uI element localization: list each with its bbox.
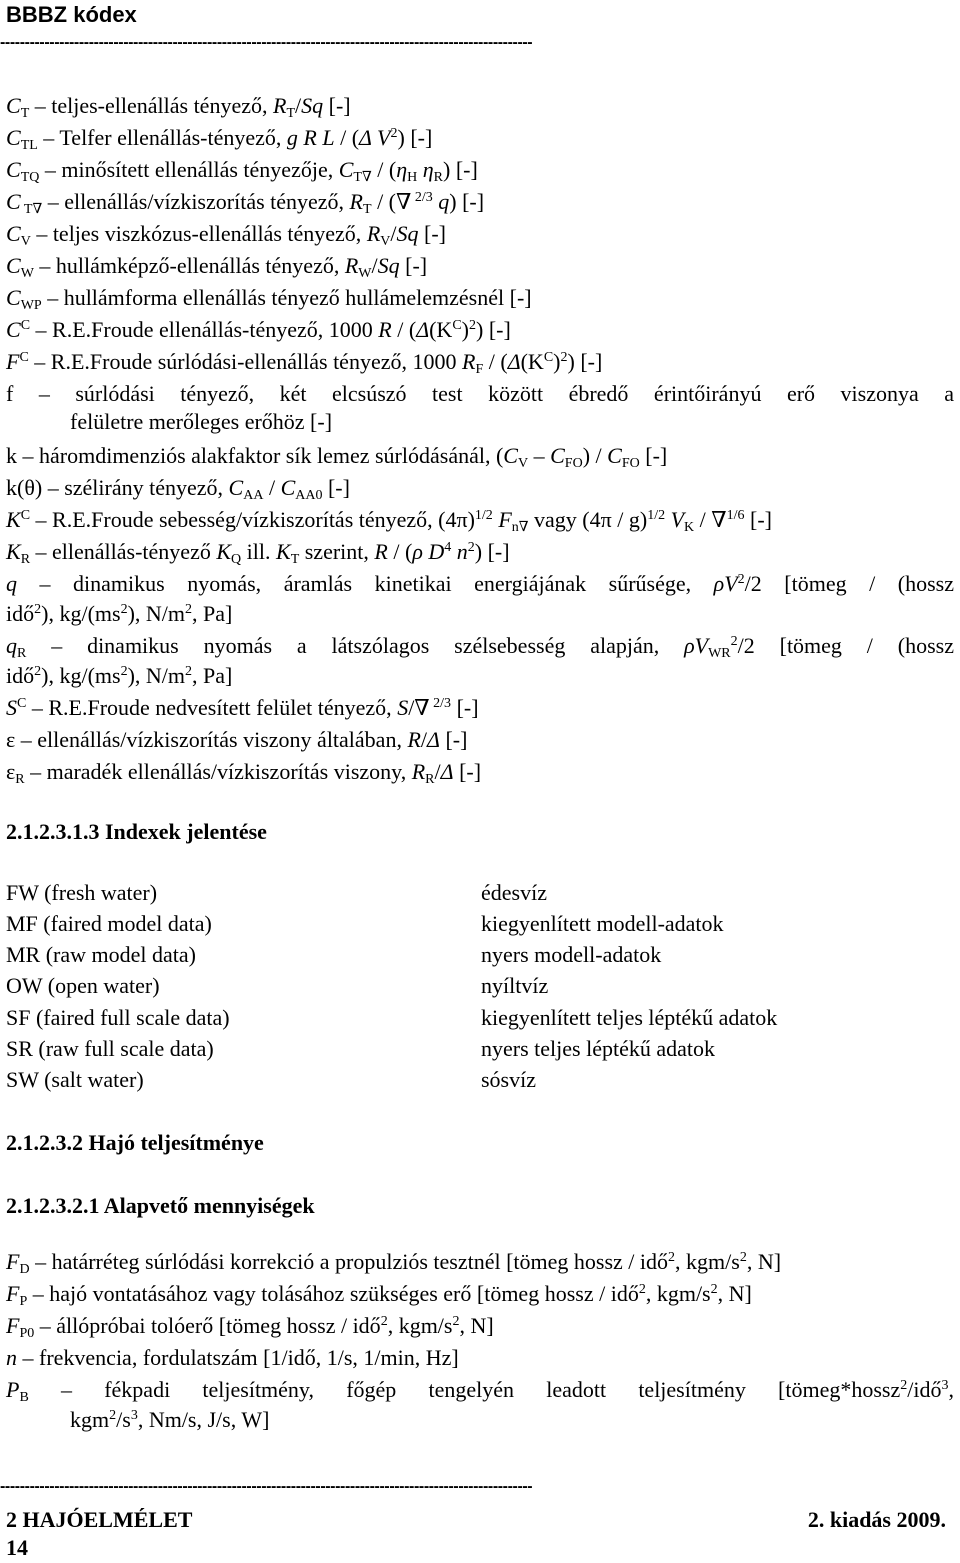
symbol-q-continued: idő$^2$), $kg/(ms^2)$, $N/m^2$, Pa] [6,601,233,626]
symbol-q: q – dinamikus nyomás, áramlás kinetikai energiájának sűrűsége, $\rho V^2/2$ [tömeg / (hossz [6,571,954,596]
footer [6,1507,946,1533]
page-number: 14 [6,1535,28,1560]
symbol-epsilon-r: $\varepsilon_R$ – maradék ellenállás/vízkiszorítás viszony, $R_R/\Delta$ [-] [6,759,482,787]
index-en: MR (raw model data) [6,942,196,967]
symbol-pb: $P_B$ – fékpadi teljesítmény, főgép tengelyén leadott teljesítmény [tömeg*hossz$^2$/idő$^3$, [6,1377,954,1405]
symbol-fp0: $F_{P0}$ – állópróbai tolóerő [tömeg hossz / idő$^2$, kgm/$s^2$, N] [6,1313,494,1341]
symbol-f: f – súrlódási tényező, két elcsúszó test között ébredő érintőirányú erő viszonya a [6,381,954,406]
index-en: SR (raw full scale data) [6,1036,214,1061]
header-rule: ------------------------------------------------------------------------------------------------------------ [0,34,533,51]
index-hu: nyers modell-adatok [481,942,662,967]
symbol-fp: $F_P$ – hajó vontatásához vagy tolásához szükséges erő [tömeg hossz / idő$^2$, kgm/$s^2$, N] [6,1281,752,1309]
symbol-epsilon: ε – ellenállás/vízkiszorítás viszony általában, R/Δ [-] [6,727,468,752]
index-hu: kiegyenlített modell-adatok [481,911,724,936]
symbol-cw: $C_W$ – hullámképző-ellenállás tényező, $R_W/Sq$ [-] [6,253,428,281]
index-hu: édesvíz [481,880,547,905]
symbol-kr: $K_R$ – ellenállás-tényező $K_Q$ ill. $K_T$ szerint, R / (ρ $D^4$ $n^2$) [-] [6,539,510,567]
index-hu: nyers teljes léptékű adatok [481,1036,715,1061]
section-heading-performance: 2.1.2.3.2 Hajó teljesítménye [6,1130,264,1155]
symbol-ctnabla: C $_{T\nabla}$ – ellenállás/vízkiszorítás tényező, $R_T$ / (∇ $^{2/3}$ q) [-] [6,189,485,217]
footer-chapter: 2 HAJÓELMÉLET [6,1507,193,1532]
symbol-k-theta: k(θ) – szélirány tényező, $C_{AA} / C_{AA0}$ [-] [6,475,350,503]
section-heading-indexes: 2.1.2.3.1.3 Indexek jelentése [6,819,267,844]
symbol-ctl: $C_{TL}$ – Telfer ellenállás-tényező, g R L / (Δ $V^2$) [-] [6,125,433,153]
symbol-n: n – frekvencia, fordulatszám [1/idő, 1/s, 1/min, Hz] [6,1345,459,1370]
symbol-qr-continued: idő$^2$), $kg/(ms^2)$, $N/m^2$, Pa] [6,663,233,688]
symbol-k: k – háromdimenziós alakfaktor sík lemez súrlódásánál, $(C_V - C_{FO}) / C_{FO}$ [-] [6,443,668,471]
footer-edition: 2. kiadás 2009. [807,1507,946,1532]
symbol-ctq: $C_{TQ}$ – minősített ellenállás tényezője, $C_{T\nabla} / (\eta_H$ $\eta_R$) [-] [6,157,478,185]
footer-rule: ------------------------------------------------------------------------------------------------------------ [0,1478,533,1495]
symbol-cc: $C^C$ – R.E.Froude ellenállás-tényező, 1000 R / $(\Delta(K^C)^2)$ [-] [6,317,511,342]
symbol-qr: $q_R$ – dinamikus nyomás a látszólagos szélsebesség alapján, $\rho V_{WR}^2/2$ [tömeg / (hossz [6,633,954,661]
symbol-f-continued: felületre merőleges erőhöz [-] [70,409,333,434]
index-en: SW (salt water) [6,1067,144,1092]
symbol-fd: $F_D$ – határréteg súrlódási korrekció a propulziós tesztnél [tömeg hossz / idő$^2$, kgm/$s^2$, N] [6,1249,782,1277]
symbol-kc: $K^C$ – R.E.Froude sebesség/vízkiszorítás tényező, $(4\pi)^{1/2}$ $F_{n\nabla}$ vagy (4π / g)$^{1/2}$ $V_K / \nabla^{1/6}$ [-] [6,507,773,535]
symbol-pb-continued: $kgm^2/s^3$, Nm/s, J/s, W] [70,1407,270,1432]
index-en: SF (faired full scale data) [6,1005,230,1030]
document-header-title: BBBZ kódex [6,2,137,27]
index-hu: sósvíz [481,1067,536,1092]
symbol-cv: $C_V$ – teljes viszkózus-ellenállás tényező, $R_V/Sq$ [-] [6,221,446,249]
index-en: FW (fresh water) [6,880,158,905]
symbol-ct: $C_T$ – teljes-ellenállás tényező, $R_T/Sq$ [-] [6,93,351,121]
symbol-sc: $S^C$ – R.E.Froude nedvesített felület tényező, S/∇ $^{2/3}$ [-] [6,695,479,720]
index-en: OW (open water) [6,973,160,998]
symbol-cwp: $C_{WP}$ – hullámforma ellenállás tényező hullámelemzésnél [-] [6,285,532,313]
index-hu: nyíltvíz [481,973,549,998]
section-heading-basic-quantities: 2.1.2.3.2.1 Alapvető mennyiségek [6,1193,315,1218]
index-en: MF (faired model data) [6,911,212,936]
index-hu: kiegyenlített teljes léptékű adatok [481,1005,778,1030]
symbol-fc: $F^C$ – R.E.Froude súrlódási-ellenállás tényező, 1000 $R_F / (\Delta(K^C)^2)$ [-] [6,349,603,377]
